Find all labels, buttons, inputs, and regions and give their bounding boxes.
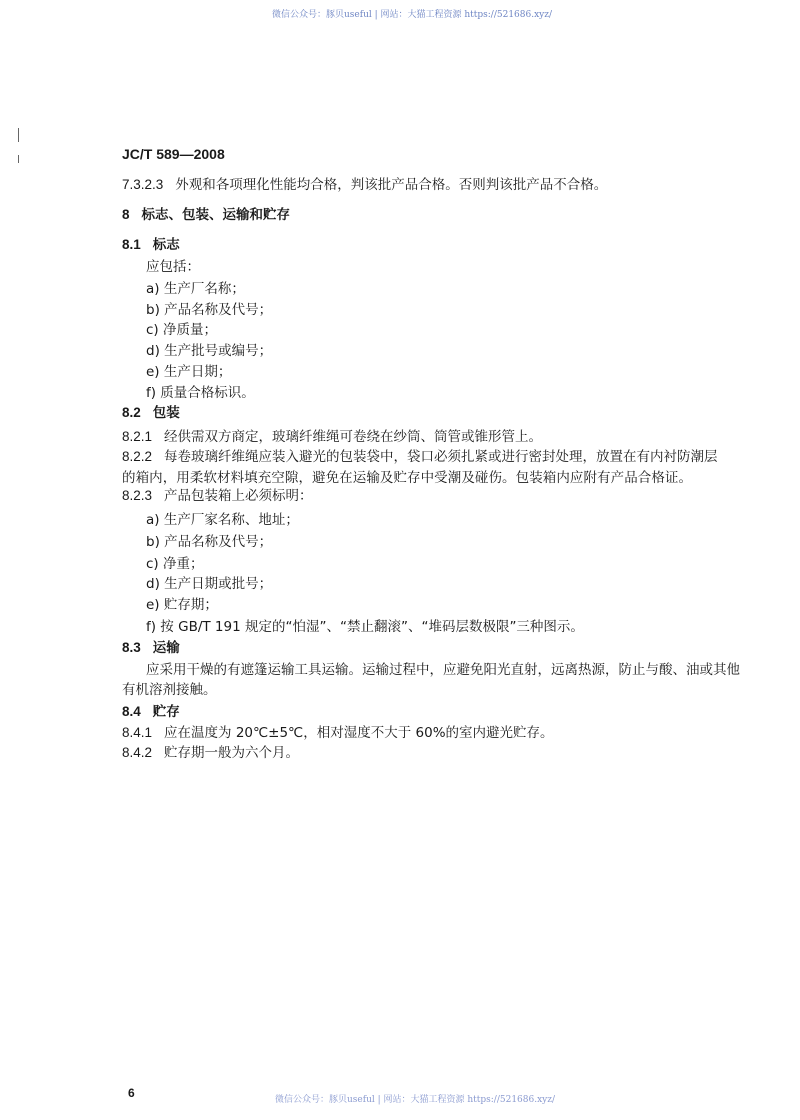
list-item: b) 产品名称及代号； xyxy=(146,534,273,550)
transport-paragraph: 应采用干燥的有遮篷运输工具运输。运输过程中，应避免阳光直射，远离热源，防止与酸、油或其他 xyxy=(146,662,740,678)
section-8-4-heading: 8.4 贮存 xyxy=(122,704,180,720)
clause-8-2-2: 8.2.2 每卷玻璃纤维绳应装入避光的包装袋中，袋口必须扎紧或进行密封处理，放置在有内衬防潮层 xyxy=(122,449,718,465)
clause-7-3-2-3: 7.3.2.3 外观和各项理化性能均合格，判该批产品合格。否则判该批产品不合格。 xyxy=(122,177,608,193)
section-8-1-heading: 8.1 标志 xyxy=(122,237,180,253)
clause-8-2-1: 8.2.1 经供需双方商定，玻璃纤维绳可卷绕在纱筒、筒管或锥形管上。 xyxy=(122,429,543,445)
list-item: e) 贮存期； xyxy=(146,597,218,613)
watermark-bottom: 微信公众号：豚贝useful | 网站：大猫工程资源 https://521686.xyz/ xyxy=(275,1095,556,1105)
section-8-2-heading: 8.2 包装 xyxy=(122,405,180,421)
list-item: d) 生产日期或批号； xyxy=(146,576,273,592)
section-8-heading: 8 标志、包装、运输和贮存 xyxy=(122,207,291,223)
list-item: c) 净重； xyxy=(146,556,204,572)
clause-8-2-2-cont: 的箱内，用柔软材料填充空隙，避免在运输及贮存中受潮及碰伤。包装箱内应附有产品合格证。 xyxy=(122,470,692,486)
list-item: f) 质量合格标识。 xyxy=(146,385,255,401)
list-item: f) 按 GB/T 191 规定的“怕湿”、“禁止翻滚”、“堆码层数极限”三种图示。 xyxy=(146,619,584,635)
section-8-3-heading: 8.3 运输 xyxy=(122,640,180,656)
clause-8-4-2: 8.4.2 贮存期一般为六个月。 xyxy=(122,745,300,761)
watermark-top: 微信公众号：豚贝useful | 网站：大猫工程资源 https://521686.xyz/ xyxy=(272,10,553,20)
scan-mark xyxy=(18,155,19,163)
list-item: a) 生产厂名称； xyxy=(146,281,245,297)
transport-paragraph-cont: 有机溶剂接触。 xyxy=(122,682,217,698)
list-item: d) 生产批号或编号； xyxy=(146,343,273,359)
list-item: a) 生产厂家名称、地址； xyxy=(146,512,299,528)
list-item: b) 产品名称及代号； xyxy=(146,302,273,318)
list-item: c) 净质量； xyxy=(146,322,217,338)
list-intro: 应包括： xyxy=(146,259,200,275)
clause-8-2-3: 8.2.3 产品包装箱上必须标明： xyxy=(122,488,313,504)
list-item: e) 生产日期； xyxy=(146,364,232,380)
page-number: 6 xyxy=(128,1086,135,1100)
scan-mark xyxy=(18,128,19,142)
document-header: JC/T 589—2008 xyxy=(122,146,225,162)
clause-8-4-1: 8.4.1 应在温度为 20℃±5℃，相对湿度不大于 60%的室内避光贮存。 xyxy=(122,725,554,741)
